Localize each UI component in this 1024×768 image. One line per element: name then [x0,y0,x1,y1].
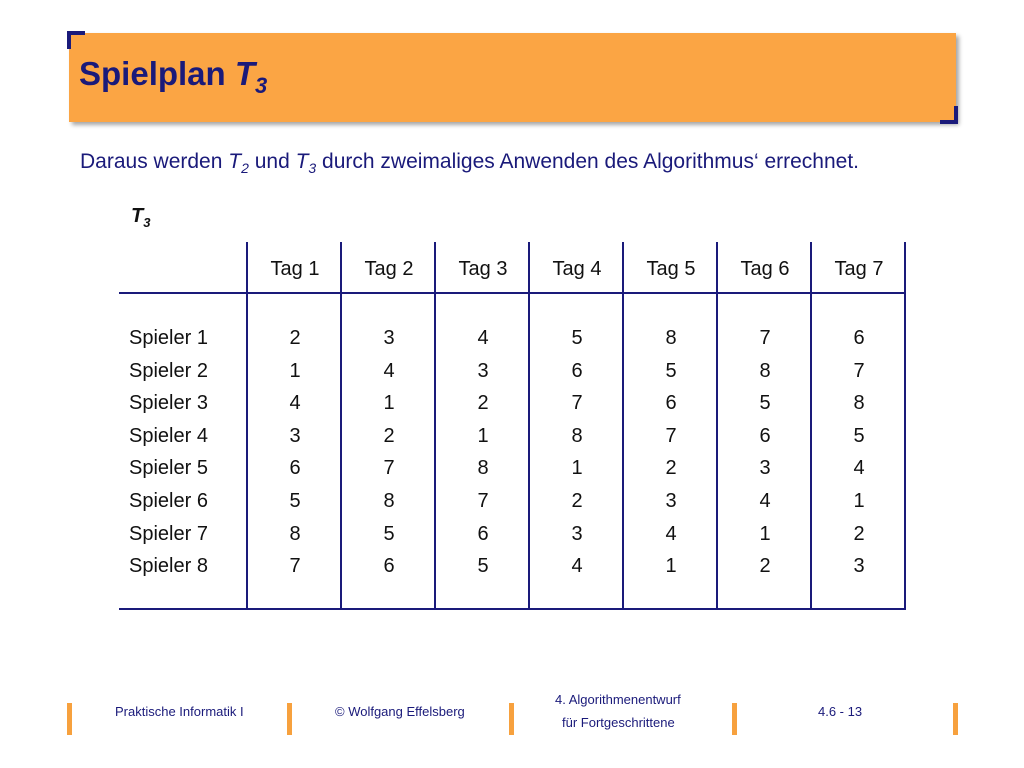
table-cell: 5 [853,425,865,447]
footer-author: © Wolfgang Effelsberg [335,704,465,719]
footer-course: Praktische Informatik I [115,704,244,719]
footer-divider [287,703,292,735]
intro-mid: und [248,150,296,173]
table-cell: 8 [383,490,395,512]
table-cell: 1 [853,490,865,512]
table-cell: 3 [665,490,677,512]
title-corner-top-left [67,31,85,49]
table-cell: 7 [289,555,301,577]
intro-t3: T [295,150,309,173]
table-cell: 3 [289,425,301,447]
column-header: Tag 2 [364,258,414,280]
column-header: Tag 5 [646,258,696,280]
table-label [131,205,150,230]
schedule-table [119,242,905,610]
row-label: Spieler 1 [129,327,208,349]
table-cell: 7 [477,490,489,512]
row-label: Spieler 5 [129,457,208,479]
table-cell: 4 [853,457,865,479]
column-header: Tag 1 [270,258,320,280]
column-header: Tag 7 [834,258,884,280]
table-cell: 7 [665,425,677,447]
table-cell: 8 [853,392,865,414]
table-cell: 7 [759,327,771,349]
title-sub: 3 [255,73,268,98]
table-cell: 4 [289,392,301,414]
table-cell: 5 [759,392,771,414]
intro-t2-sub: 2 [241,160,249,177]
column-header: Tag 4 [552,258,602,280]
intro-before: Daraus werden [80,150,229,173]
footer-divider [67,703,72,735]
table-cell: 6 [571,360,583,382]
table-cell: 4 [383,360,395,382]
table-cell: 5 [665,360,677,382]
table-cell: 8 [289,523,301,545]
table-cell: 7 [571,392,583,414]
table-label-var: T [131,205,144,227]
table-cell: 6 [383,555,395,577]
table-label-sub: 3 [143,215,151,230]
column-header: Tag 6 [740,258,790,280]
row-label: Spieler 8 [129,555,208,577]
table-cell: 7 [853,360,865,382]
table-cell: 1 [571,457,583,479]
footer-divider [732,703,737,735]
footer [0,690,1024,740]
table-cell: 3 [571,523,583,545]
header-rule [119,292,906,294]
column-header: Tag 3 [458,258,508,280]
footer-chapter-line2: für Fortgeschrittene [562,715,675,730]
table-cell: 2 [571,490,583,512]
table-cell: 1 [477,425,489,447]
table-cell: 5 [383,523,395,545]
intro-after: durch zweimaliges Anwenden des Algorithmus‘ errechnet. [316,150,860,173]
table-cell: 1 [289,360,301,382]
table-cell: 5 [477,555,489,577]
table-cell: 2 [759,555,771,577]
title-main: Spielplan [79,55,235,92]
footer-divider [953,703,958,735]
table-cell: 1 [383,392,395,414]
table-cell: 5 [571,327,583,349]
table-cell: 2 [289,327,301,349]
table-cell: 1 [665,555,677,577]
table-cell: 3 [759,457,771,479]
table-cell: 6 [665,392,677,414]
footer-divider [509,703,514,735]
table-cell: 3 [383,327,395,349]
table-cell: 4 [665,523,677,545]
table-cell: 8 [571,425,583,447]
table-cell: 5 [289,490,301,512]
intro-t2: T [228,150,242,173]
table-cell: 4 [477,327,489,349]
footer-page-number: 4.6 - 13 [818,704,863,719]
row-label: Spieler 2 [129,360,208,382]
table-cell: 6 [759,425,771,447]
row-label: Spieler 6 [129,490,208,512]
table-cell: 1 [759,523,771,545]
table-cell: 3 [477,360,489,382]
table-cell: 8 [759,360,771,382]
table-cell: 4 [759,490,771,512]
table-cell: 4 [571,555,583,577]
title-corner-bottom-right [940,106,958,124]
row-label: Spieler 4 [129,425,208,447]
bottom-rule [119,608,906,610]
table-cell: 6 [853,327,865,349]
footer-chapter-line1: 4. Algorithmenentwurf [555,692,681,707]
row-label: Spieler 7 [129,523,208,545]
table-cell: 2 [477,392,489,414]
title-bar [69,33,956,122]
title-var: T [234,55,256,92]
table-cell: 8 [477,457,489,479]
table-cell: 6 [289,457,301,479]
table-cell: 2 [853,523,865,545]
table-cell: 7 [383,457,395,479]
table-cell: 2 [665,457,677,479]
table-cell: 3 [853,555,865,577]
table-cell: 8 [665,327,677,349]
intro-t3-sub: 3 [308,160,317,177]
row-label: Spieler 3 [129,392,208,414]
table-cell: 2 [383,425,395,447]
page-title [79,55,268,98]
table-cell: 6 [477,523,489,545]
intro-text [80,150,859,176]
